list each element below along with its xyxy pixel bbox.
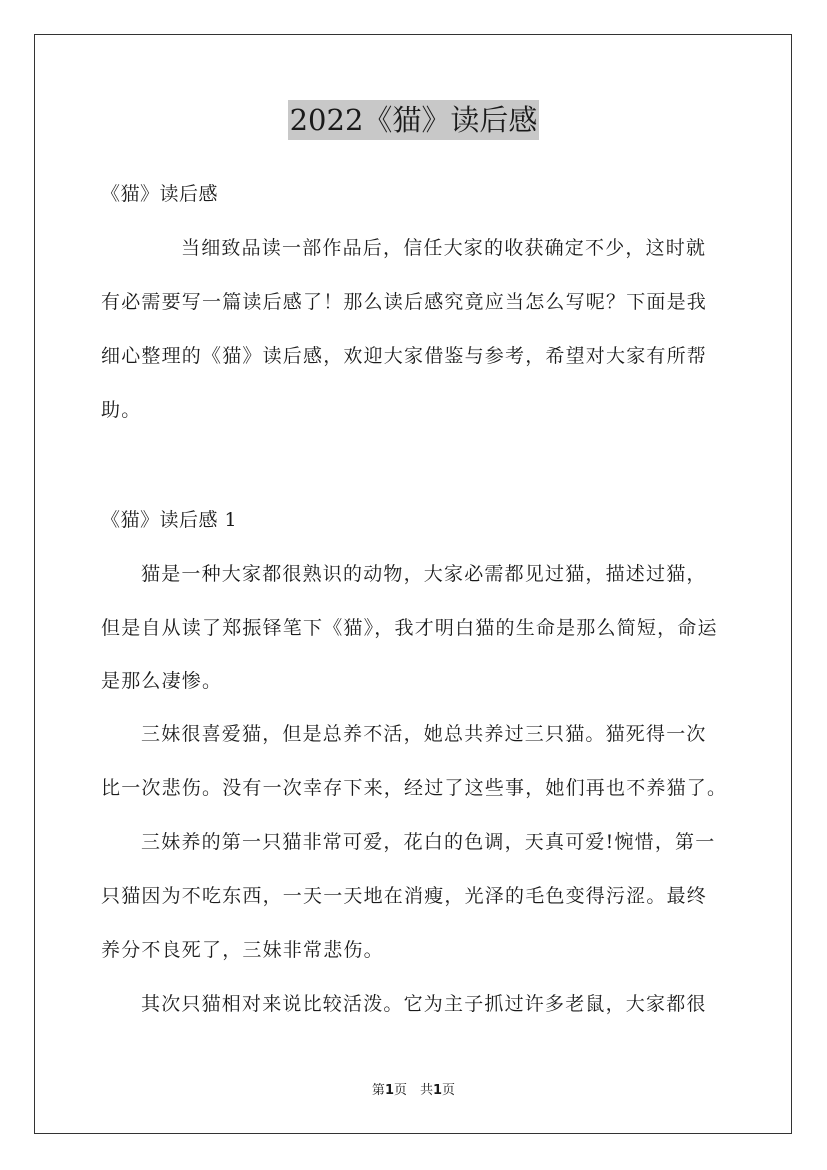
- intro-heading: 《猫》读后感: [101, 183, 219, 205]
- title-wrapper: [0, 100, 827, 140]
- intro-line: 助。: [101, 399, 142, 421]
- section-heading: 《猫》读后感 1: [101, 509, 238, 531]
- intro-line: 有必需要写一篇读后感了！那么读后感究竟应当怎么写呢？下面是我: [101, 291, 708, 313]
- page-footer: [0, 1082, 827, 1100]
- document-title: 2022《猫》读后感: [288, 100, 540, 140]
- footer-page-current: 1: [384, 1083, 394, 1098]
- intro-line: 当细致品读一部作品后，信任大家的收获确定不少，这时就: [181, 237, 707, 259]
- paragraph-line: 猫是一种大家都很熟识的动物，大家必需都见过猫，描述过猫，: [141, 563, 707, 585]
- paragraph-line: 三妹很喜爱猫，但是总养不活，她总共养过三只猫。猫死得一次: [141, 723, 707, 745]
- footer-suffix: 页: [442, 1083, 456, 1098]
- footer-page-total: 1: [433, 1083, 443, 1098]
- intro-line: 细心整理的《猫》读后感，欢迎大家借鉴与参考，希望对大家有所帮: [101, 345, 708, 367]
- footer-prefix: 第: [371, 1083, 385, 1098]
- paragraph-line: 是那么凄惨。: [101, 670, 223, 692]
- paragraph-line: 比一次悲伤。没有一次幸存下来，经过了这些事，她们再也不养猫了。: [101, 777, 728, 799]
- paragraph-line: 三妹养的第一只猫非常可爱，花白的色调，天真可爱!惋惜，第一: [141, 831, 716, 853]
- paragraph-line: 只猫因为不吃东西，一天一天地在消瘦，光泽的毛色变得污涩。最终: [101, 885, 708, 907]
- footer-mid: 页 共: [393, 1083, 433, 1098]
- paragraph-line: 养分不良死了，三妹非常悲伤。: [101, 939, 384, 961]
- paragraph-line: 但是自从读了郑振铎笔下《猫》，我才明白猫的生命是那么简短，命运: [101, 617, 718, 639]
- paragraph-line: 其次只猫相对来说比较活泼。它为主子抓过许多老鼠，大家都很: [141, 993, 707, 1015]
